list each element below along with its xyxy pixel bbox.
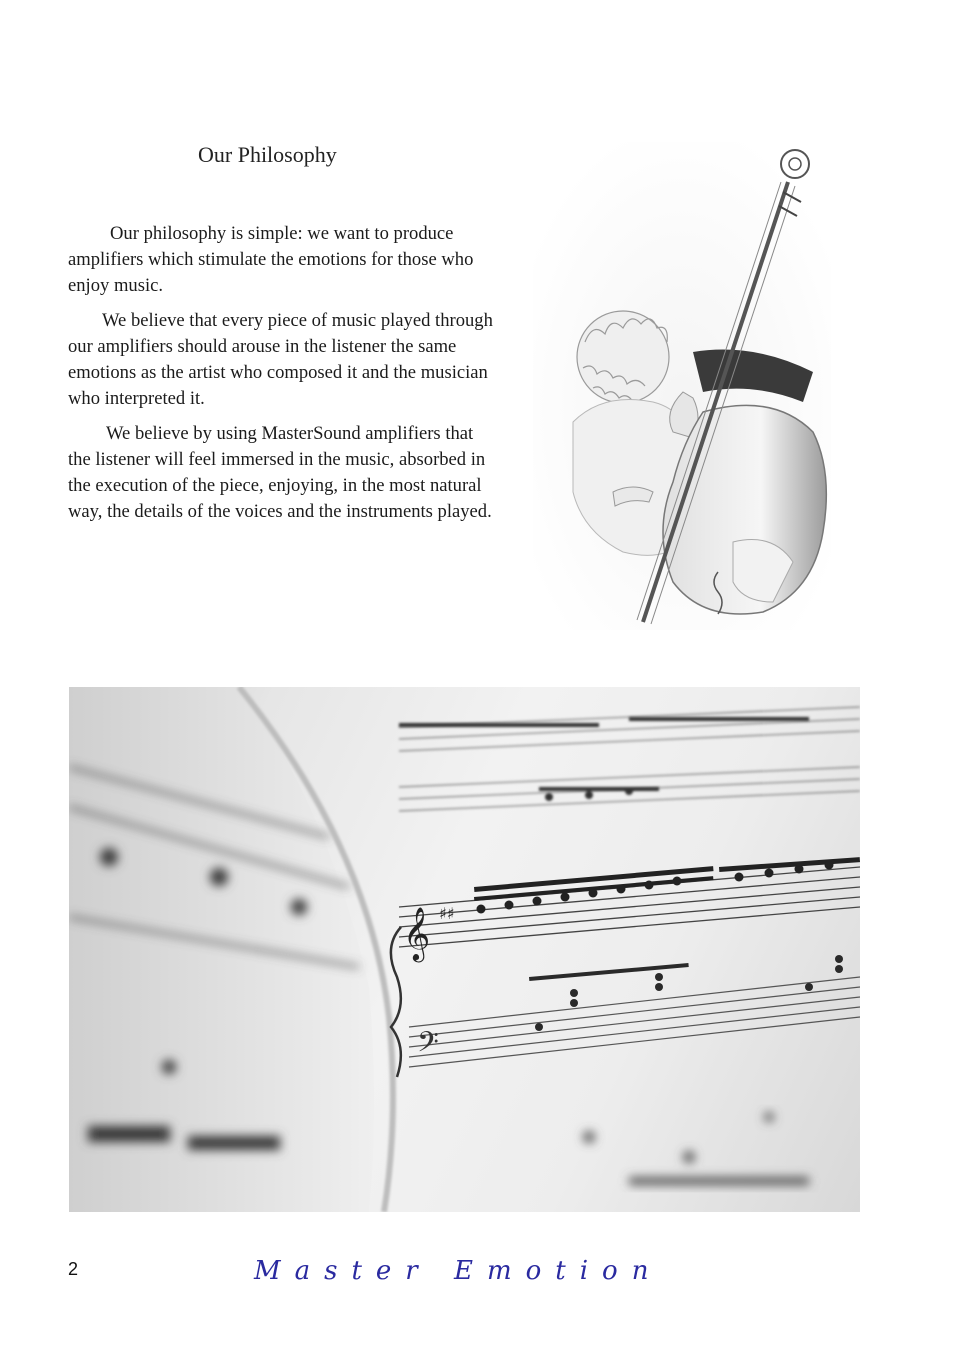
svg-text:𝄞: 𝄞 [403,906,431,960]
page-number: 2 [68,1259,79,1279]
svg-text:𝄢: 𝄢 [417,1026,439,1066]
paragraph-2: We believe that every piece of music played through our amplifiers should arouse in the listener the same emotions as the artist who composed it and the musician who interpreted it. [68,310,493,409]
footer-brand: Master Emotion [254,1256,663,1286]
svg-text:♯♯: ♯♯ [439,904,455,923]
page-title: Our Philosophy [198,142,337,167]
double-bass-illustration [533,142,831,630]
philosophy-text [68,221,493,534]
paragraph-3: We believe by using MasterSound amplifiers that the listener will feel immersed in the music, absorbed in the execution of the piece, enjoying, in the most natural way, the details of the voices and the instruments played. [68,423,492,522]
sheet-music-photo [69,687,860,1212]
double-bass-player-photo [533,142,831,630]
sheet-music-illustration [69,687,860,1212]
paragraph-1: Our philosophy is simple: we want to produce amplifiers which stimulate the emotions for those who enjoy music. [68,223,474,296]
